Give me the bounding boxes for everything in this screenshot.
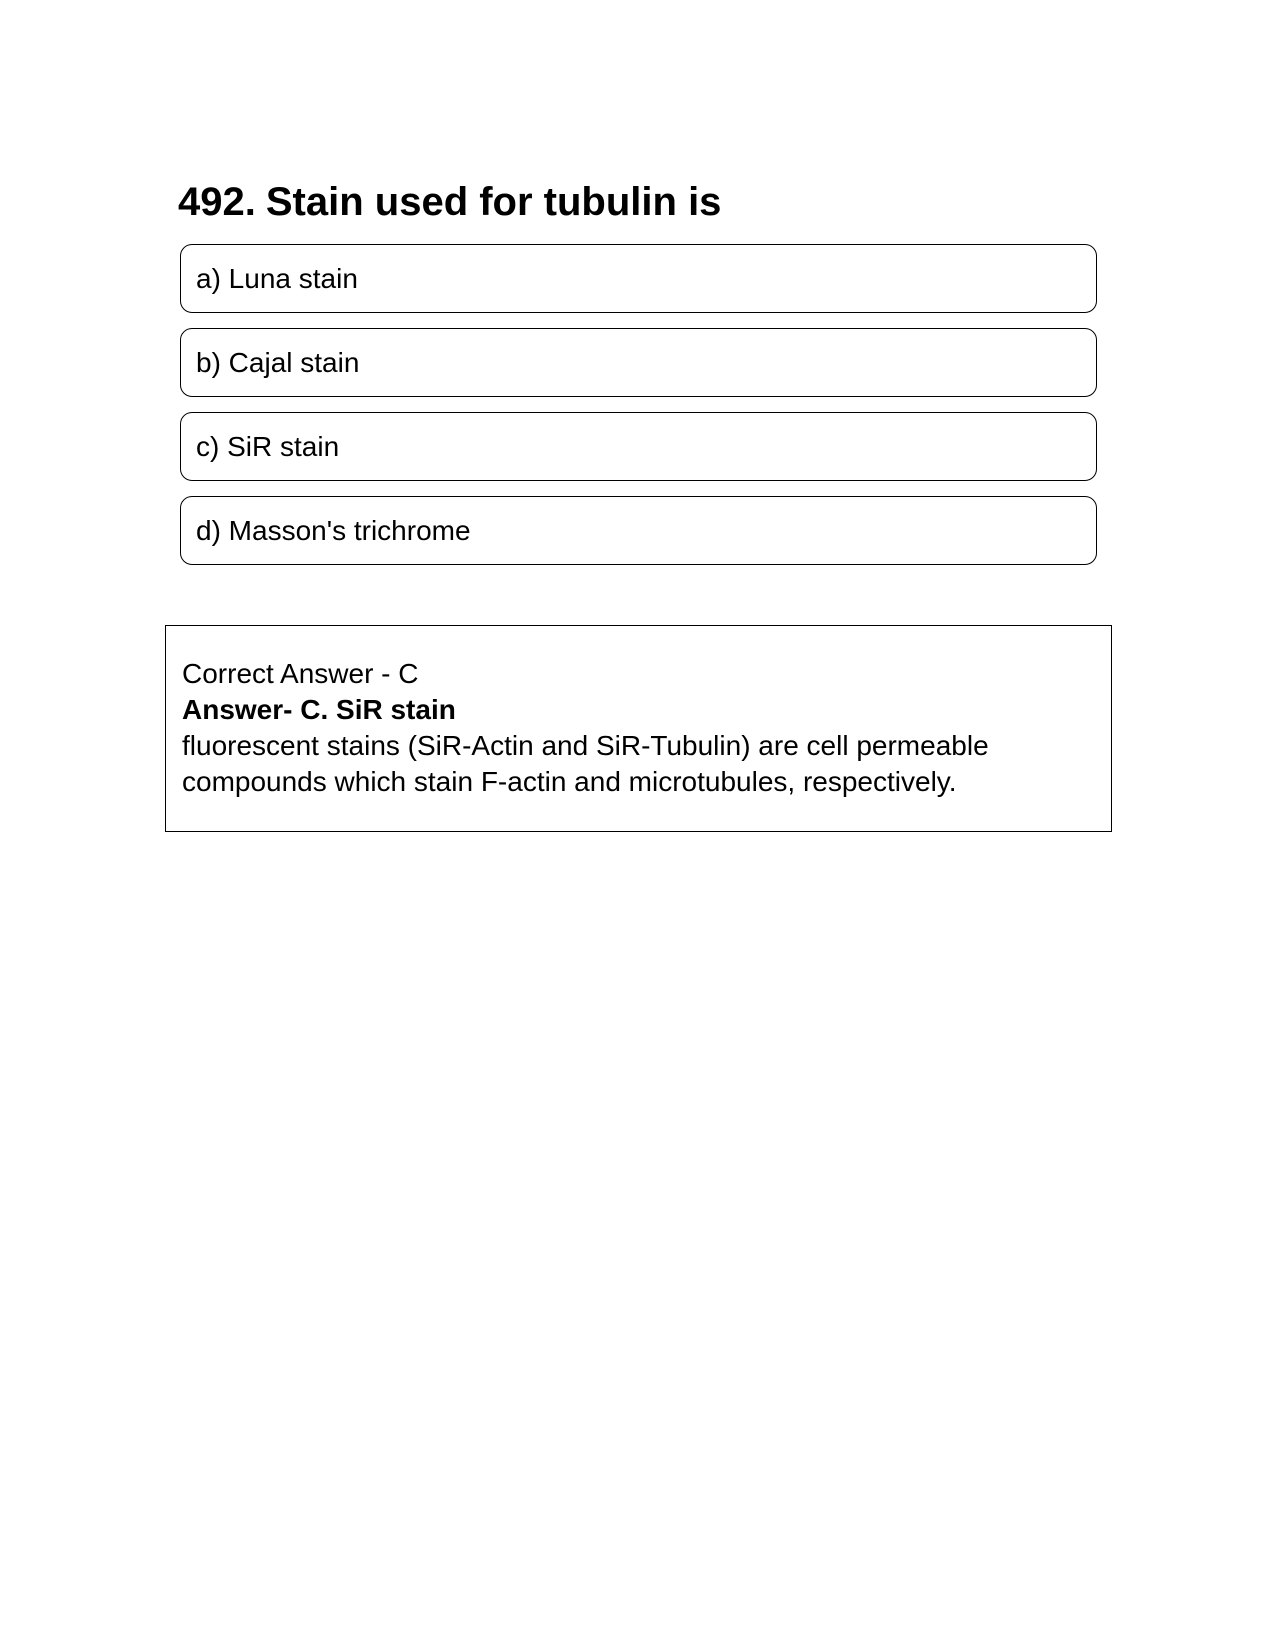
options-list xyxy=(180,244,1097,580)
question-number: 492. xyxy=(178,180,256,224)
option-d[interactable]: d) Masson's trichrome xyxy=(180,496,1097,565)
option-a[interactable]: a) Luna stain xyxy=(180,244,1097,313)
correct-answer-line: Correct Answer - C xyxy=(182,658,419,689)
question-title xyxy=(178,178,721,226)
explanation-line-1: fluorescent stains (SiR-Actin and SiR-Tubulin) are cell permeable xyxy=(182,730,989,761)
answer-box xyxy=(165,625,1112,832)
answer-heading: Answer- C. SiR stain xyxy=(182,694,456,725)
option-b[interactable]: b) Cajal stain xyxy=(180,328,1097,397)
option-c[interactable]: c) SiR stain xyxy=(180,412,1097,481)
question-text: Stain used for tubulin is xyxy=(265,180,722,224)
explanation-line-2: compounds which stain F-actin and microtubules, respectively. xyxy=(182,766,957,797)
